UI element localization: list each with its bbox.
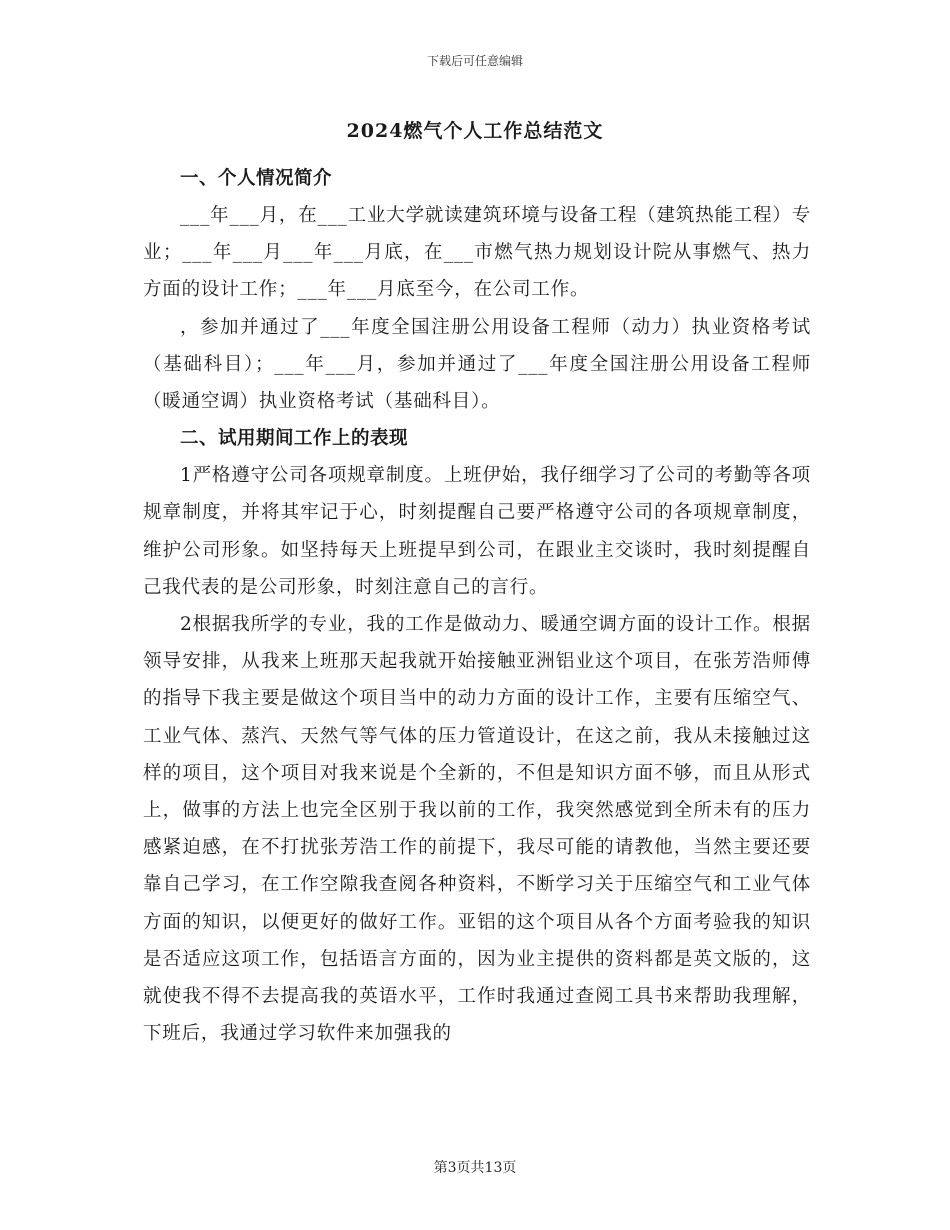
paragraph: 1严格遵守公司各项规章制度。上班伊始，我仔细学习了公司的考勤等各项规章制度，并将其牢记于心，时刻提醒自己要严格遵守公司的各项规章制度，维护公司形象。如坚持每天上班提早到公司，在跟业主交谈时，我时刻提醒自己我代表的是公司形象，时刻注意自己的言行。 <box>143 465 811 598</box>
document-body <box>143 160 811 1052</box>
paragraph: 2根据我所学的专业，我的工作是做动力、暖通空调方面的设计工作。根据领导安排，从我来上班那天起我就开始接触亚洲铝业这个项目，在张芳浩师傅的指导下我主要是做这个项目当中的动力方面的设计工作，主要有压缩空气、工业气体、蒸汽、天然气等气体的压力管道设计，在这之前，我从未接触过这样的项目，这个项目对我来说是个全新的，不但是知识方面不够，而且从形式上，做事的方法上也完全区别于我以前的工作，我突然感觉到全所未有的压力感紧迫感，在不打扰张芳浩工作的前提下，我尽可能的请教他，当然主要还要靠自己学习，在工作空隙我查阅各种资料，不断学习关于压缩空气和工业气体方面的知识，以便更好的做好工作。亚铝的这个项目从各个方面考验我的知识是否适应这项工作，包括语言方面的，因为业主提供的资料都是英文版的，这就使我不得不去提高我的英语水平，工作时我通过查阅工具书来帮助我理解，下班后，我通过学习软件来加强我的 <box>143 614 811 1045</box>
paragraph: ，参加并通过了___年度全国注册公用设备工程师（动力）执业资格考试（基础科目）；___年___月，参加并通过了___年度全国注册公用设备工程师（暖通空调）执业资格考试（基础科目）。 <box>143 316 811 413</box>
section-personal-info <box>143 160 811 420</box>
document-title: 2024燃气个人工作总结范文 <box>346 120 604 142</box>
paragraph: ___年___月，在___工业大学就读建筑环境与设备工程（建筑热能工程）专业；___年___月___年___月底，在___市燃气热力规划设计院从事燃气、热力方面的设计工作；___年___月底至今，在公司工作。 <box>143 205 811 301</box>
page-number: 第3页共13页 <box>433 1160 517 1176</box>
page-header: 下载后可任意编辑 <box>426 54 523 68</box>
section-probation-performance <box>143 420 811 1052</box>
section-heading: 二、试用期间工作上的表现 <box>180 428 409 450</box>
section-heading: 一、个人情况简介 <box>180 168 333 189</box>
